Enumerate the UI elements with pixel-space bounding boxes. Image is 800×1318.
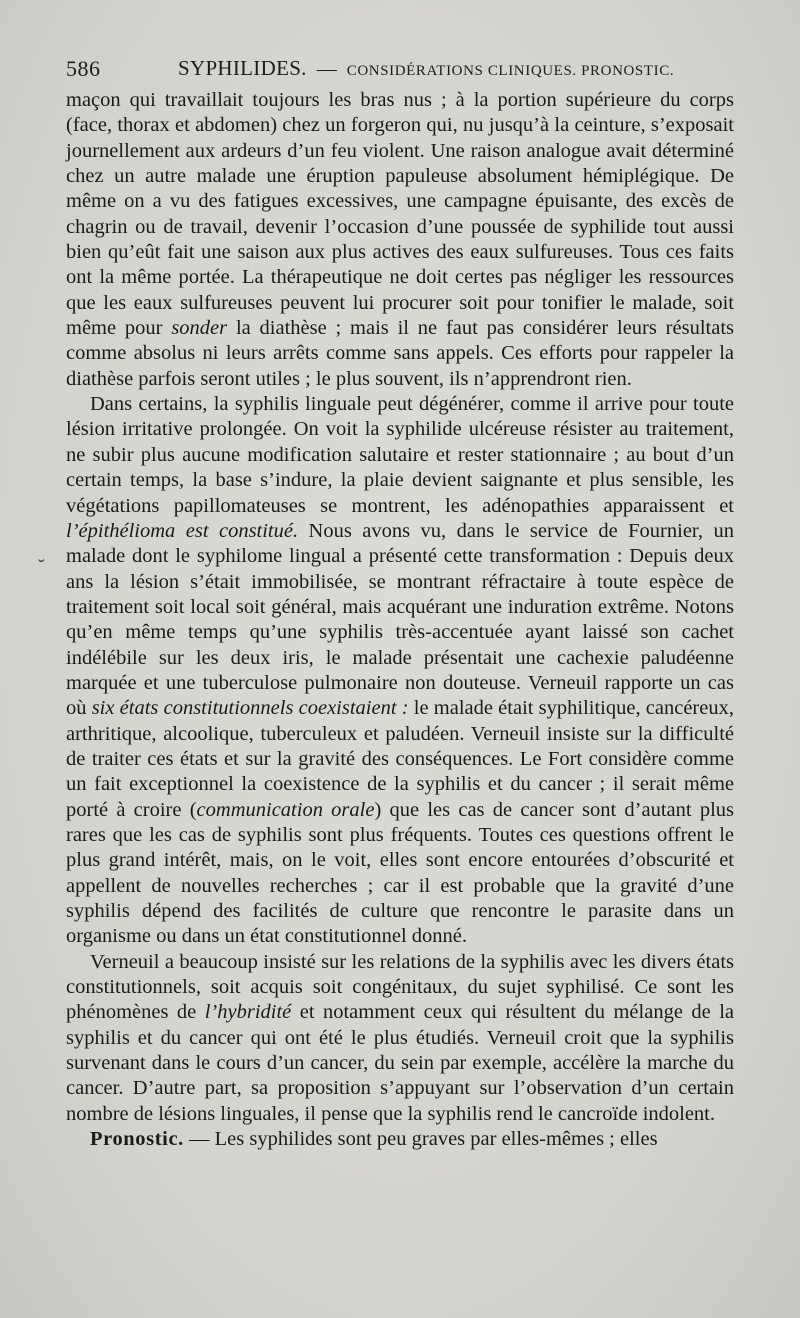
italic-text: l’épithélioma est constitué. — [66, 519, 299, 542]
italic-text: communication orale — [196, 798, 375, 821]
section-heading: Pronostic. — [90, 1128, 184, 1151]
paragraph-text: la diathèse ; mais il ne faut pas considérer leurs résultats comme absolus ni leurs arrêts comme sans appels. Ces efforts pour rappeler la diathèse parfois seront utiles ; le plus souvent, ils n’apprendront rien. — [66, 317, 734, 390]
page-header — [66, 56, 732, 86]
paragraph-text: et notamment ceux qui résultent du mélange de la syphilis et du cancer qui ont été le plus étudiés. Verneuil croit que la syphilis survenant dans le cours d’un cancer, du sein par exemple, accélère la marche du cancer. D’autre part, sa proposition s’appuyant sur l’observation d’un certain nombre de lésions linguales, il pense que la syphilis rend le cancroïde indolent. — [66, 1001, 734, 1125]
body-text — [66, 88, 734, 1152]
running-title: SYPHILIDES. — [178, 56, 307, 80]
paragraph — [66, 950, 734, 1127]
paragraph-text: maçon qui travaillait toujours les bras nus ; à la portion supérieure du corps (face, thorax et abdomen) chez un forgeron qui, nu jusqu’à la ceinture, s’exposait journellement aux ardeurs d’un feu violent. Une raison analogue avait déterminé chez un autre malade une éruption papuleuse absolument hémiplégique. De même on a vu des fatigues excessives, une campagne épuisante, des excès de chagrin ou de travail, devenir l’occasion d’une poussée de syphilide tout aussi bien qu’eût fait une saison aux plus actives des eaux sulfureuses. Tous ces faits ont la même portée. La thérapeutique ne doit certes pas négliger les ressources que les eaux sulfureuses peuvent lui procurer soit pour tonifier le malade, soit même pour — [66, 89, 734, 340]
italic-text: six états constitutionnels coexistaient : — [91, 697, 409, 720]
margin-mark: ˘ — [38, 556, 45, 578]
paragraph-text: Verneuil a beaucoup insisté sur les relations de la syphilis avec les divers états constitutionnels, soit acquis soit congénitaux, du sujet syphilisé. Ce sont les phénomènes de — [66, 950, 734, 1024]
running-head — [178, 56, 674, 81]
italic-text: sonder — [171, 317, 228, 340]
running-subtitle: CONSIDÉRATIONS CLINIQUES. PRONOSTIC. — [346, 63, 675, 79]
running-separator: — — [316, 58, 337, 80]
paragraph-text: Dans certains, la syphilis linguale peut dégénérer, comme il arrive pour toute lésion irritative prolongée. On voit la syphilide ulcéreuse résister au traitement, ne subir plus aucune modification salutaire et rester stationnaire ; au bout d’un certain temps, la base s’indure, la plaie devient saignante et plus sensible, les végétations papillomateuses se montrent, les adénopathies apparaissent et — [66, 393, 734, 517]
italic-text: l’hybridité — [204, 1001, 292, 1024]
paragraph-text: le malade était syphilitique, cancéreux, arthritique, alcoolique, tuberculeux et paludéen. Verneuil insiste sur la difficulté de traiter ces états et sur la gravité des conséquences. Le Fort considère comme un fait exceptionnel la coexistence de la syphilis et du cancer ; il serait même porté à croire ( — [66, 697, 734, 821]
paragraph-text: Nous avons vu, dans le service de Fournier, un malade dont le syphilome lingual a présenté cette transformation : Depuis deux ans la lésion s’était immobilisée, se montrant réfractaire à toute espèce de traitement soit local soit général, mais acquérant une induration extrême. Notons qu’en même temps qu’une syphilis très-accentuée ayant laissé son cachet indélébile sur les deux iris, le malade présentait une cachexie paludéenne marquée et une tuberculose pulmonaire non douteuse. Verneuil rapporte un cas où — [66, 519, 735, 720]
paragraph-text: ) que les cas de cancer sont d’autant plus rares que les cas de syphilis sont plus fréquents. Toutes ces questions offrent le plus grand intérêt, mais, on le voit, elles sont encore entourées d’obscurité et appellent de nouvelles recherches ; car il est probable que la gravité d’une syphilis dépend des facilités de culture que rencontre le parasite dans un organisme ou dans un état constitutionnel donné. — [66, 798, 735, 948]
paragraph — [66, 1127, 734, 1152]
paragraph — [66, 392, 734, 950]
paragraph-text: — Les syphilides sont peu graves par elles-mêmes ; elles — [183, 1128, 658, 1151]
paragraph — [66, 88, 734, 392]
page-number: 586 — [66, 56, 101, 81]
